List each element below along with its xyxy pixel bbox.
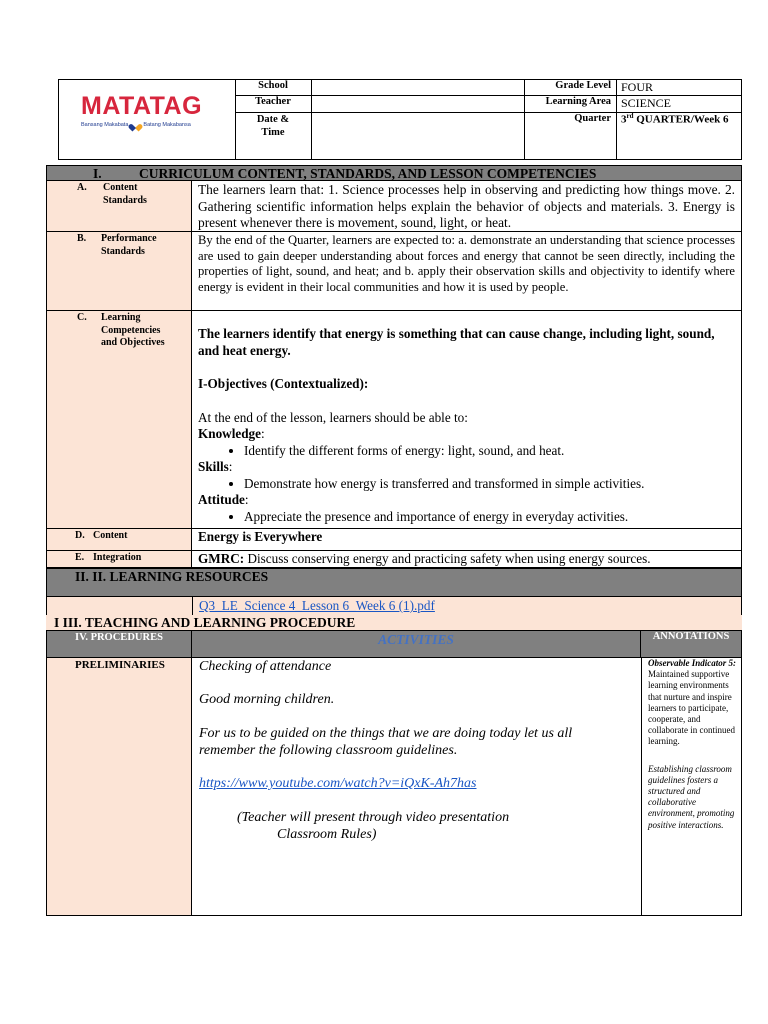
label-line: Standards (101, 245, 145, 257)
quarter-label: Quarter (574, 113, 611, 124)
content-standards-text: The learners learn that: 1. Science processes help in observing and predicting how things move. 2. Gathering scientific information helps explain the behavior of objects and materials. 3. Energy is present whenever there is movement, sound, light, or heat. (198, 182, 735, 230)
objectives-title: I-Objectives (Contextualized): (198, 376, 369, 391)
row-label-text (103, 182, 147, 207)
resource-link-wrap (199, 598, 435, 614)
label-line: Learning (101, 312, 141, 323)
label-line: Performance (101, 233, 157, 244)
annotation-italic: Establishing classroom guidelines fosters a structured and collaborative environment, promoting positive interactions. (648, 763, 735, 830)
attitude-heading: Attitude: (198, 492, 249, 507)
resource-link[interactable]: Q3_LE_Science 4_Lesson 6_Week 6 (1).pdf (199, 598, 435, 613)
row-letter: D. (75, 530, 85, 541)
skills-heading: Skills: (198, 459, 233, 474)
heart-icon (131, 121, 140, 129)
school-label: School (258, 80, 288, 91)
performance-standards-label (47, 232, 192, 310)
logo-text: MATATAG (81, 92, 203, 120)
attitude-list (198, 509, 735, 526)
quarter-value (617, 112, 741, 126)
gmrc-text: Discuss conserving energy and practicing safety when using energy sources. (244, 551, 651, 566)
row-label-text (101, 312, 165, 350)
integration-text (192, 551, 741, 567)
logo-tagline-right: Batang Makabansa (143, 122, 191, 128)
label-line: Content (103, 182, 138, 193)
list-item: • Identify the different forms of energy: light, sound, and heat. (244, 443, 735, 460)
row-content (46, 529, 742, 551)
integration-label (47, 551, 192, 567)
row-label-text: Integration (93, 552, 142, 563)
quarter-rest: QUARTER/Week 6 (633, 113, 729, 126)
logo-cell (59, 80, 236, 159)
objectives-intro: At the end of the lesson, learners should be able to: (198, 409, 468, 425)
row-learning-competencies (46, 311, 742, 529)
activity-line: (Teacher will present through video presentation (237, 810, 510, 825)
label-line: Standards (103, 194, 147, 206)
area-label: Learning Area (545, 96, 611, 107)
activity-line: Checking of attendance (199, 659, 332, 674)
section-1-header (46, 165, 742, 181)
activity-line: Good morning children. (199, 692, 335, 707)
section-2-header (46, 568, 742, 597)
preliminaries-label: PRELIMINARIES (47, 658, 192, 915)
content-standards-label (47, 181, 192, 231)
procedures-table (46, 630, 742, 916)
attitude-label: Attitude (198, 492, 245, 507)
area-value: SCIENCE (621, 96, 672, 110)
row-content-standards (46, 181, 742, 232)
activities-col-header: ACTIVITIES (192, 631, 641, 657)
procedures-col-header: IV. PROCEDURES (47, 631, 192, 657)
row-label-text: Content (93, 530, 128, 541)
content-label (47, 529, 192, 550)
row-resources (46, 597, 742, 616)
section-2-title: II. II. LEARNING RESOURCES (75, 569, 269, 584)
row-letter: B. (77, 233, 87, 244)
section-3-header (46, 615, 742, 631)
knowledge-label: Knowledge (198, 426, 262, 441)
preliminaries-annotations (648, 658, 736, 831)
section-1-number: I. (93, 166, 102, 181)
teacher-label: Teacher (255, 96, 291, 107)
skills-label: Skills (198, 459, 229, 474)
section-3-title: I III. TEACHING AND LEARNING PROCEDURE (54, 615, 356, 630)
learning-competencies-label (47, 311, 192, 528)
activity-line: Classroom Rules) (277, 827, 377, 842)
knowledge-list (198, 443, 735, 460)
list-item: • Appreciate the presence and importance of energy in everyday activities. (244, 509, 735, 526)
date-label (235, 113, 311, 139)
logo-tagline-left: Bansang Makabata (81, 122, 129, 128)
gmrc-label: GMRC: (198, 551, 245, 566)
quarter-sup: rd (626, 112, 634, 120)
annotations-col-header: ANNOTATIONS (641, 631, 741, 657)
date-label-line1: Date & (256, 114, 290, 125)
performance-standards-text: By the end of the Quarter, learners are expected to: a. demonstrate an understanding that science processes are used to gain deeper understanding about forces and energy that cannot be seen directly, including the properties of light, sound, and heat; and b. apply their observation skills and objectivity to identify where energy is evident in their local communities and how it is used by people. (198, 233, 735, 294)
section-1-title: CURRICULUM CONTENT, STANDARDS, AND LESSON COMPETENCIES (139, 166, 597, 181)
annotation-text: Maintained supportive learning environments that nurture and inspire learners to participate, cooperate, and collaborate in continued learning. (648, 669, 735, 747)
row-letter: C. (77, 312, 87, 323)
date-label-line2: Time (261, 127, 285, 138)
label-line: Competencies (101, 324, 161, 336)
date-field[interactable] (312, 113, 524, 159)
annotation-title: Observable Indicator 5: (648, 658, 736, 668)
competency-statement: The learners identify that energy is something that can cause change, including light, sound, and heat energy. (198, 326, 715, 358)
content-text: Energy is Everywhere (198, 529, 323, 544)
school-field[interactable] (312, 80, 524, 95)
logo-tagline (81, 121, 202, 129)
preliminaries-activities (199, 658, 629, 843)
row-letter: E. (75, 552, 85, 563)
row-integration (46, 551, 742, 568)
grade-label: Grade Level (555, 80, 611, 91)
quarter-num: 3 (621, 113, 627, 126)
video-link[interactable]: https://www.youtube.com/watch?v=iQxK-Ah7has (199, 776, 477, 791)
list-item: • Demonstrate how energy is transferred and transformed in simple activities. (244, 476, 735, 493)
learning-competencies-body (192, 311, 741, 528)
grade-value: FOUR (621, 80, 654, 94)
skills-list (198, 476, 735, 493)
row-label-text (101, 233, 157, 258)
knowledge-heading: Knowledge: (198, 426, 265, 441)
label-line: and Objectives (101, 337, 165, 348)
row-letter: A. (77, 182, 87, 193)
header-table (58, 79, 742, 160)
teacher-field[interactable] (312, 96, 524, 112)
activity-line: For us to be guided on the things that we are doing today let us all remember the following classroom guidelines. (199, 726, 573, 758)
matatag-logo (81, 94, 202, 129)
row-performance-standards (46, 232, 742, 311)
